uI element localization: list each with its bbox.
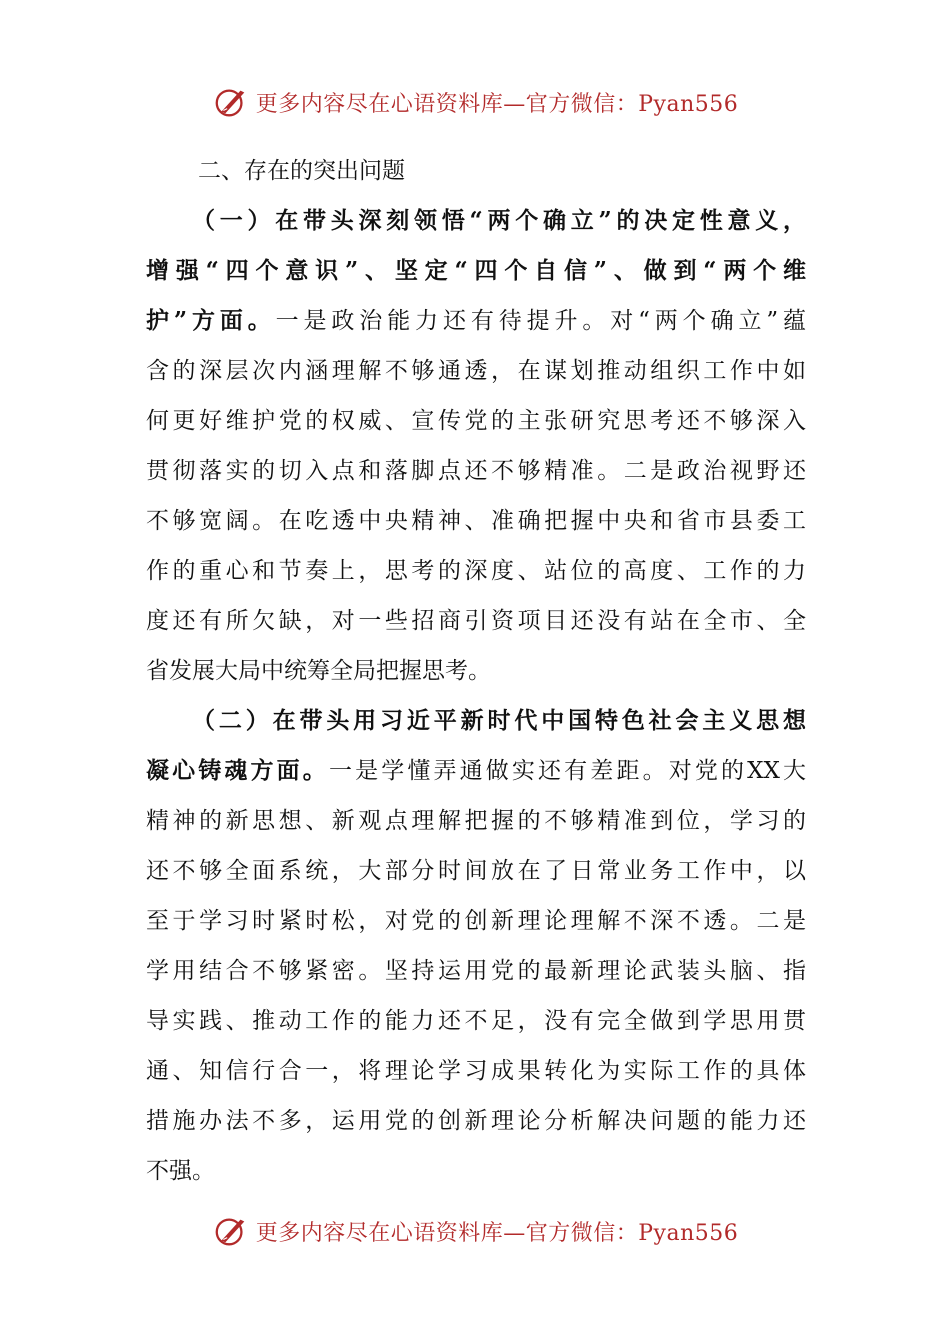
para1-line: 何更好维护党的权威、宣传党的主张研究思考还不够深入 <box>146 408 806 434</box>
para1-line: 贯彻落实的切入点和落脚点还不够精准。二是政治视野还 <box>146 458 806 484</box>
para2-line: 精神的新思想、新观点理解把握的不够精准到位，学习的 <box>146 808 806 834</box>
quill-logo-icon <box>212 83 250 121</box>
watermark-text: 更多内容尽在心语资料库—官方微信：Pyan556 <box>255 1220 739 1246</box>
para1-line: 度还有所欠缺，对一些招商引资项目还没有站在全市、全 <box>146 608 806 634</box>
section-heading: 二、存在的突出问题 <box>198 158 405 184</box>
para2-line: 凝心铸魂方面。一是学懂弄通做实还有差距。对党的XX大 <box>146 757 806 784</box>
para1-line: 护”方面。一是政治能力还有待提升。对“两个确立”蕴 <box>146 307 806 334</box>
watermark-text: 更多内容尽在心语资料库—官方微信：Pyan556 <box>255 91 739 117</box>
para1-line: 增强“四个意识”、坚定“四个自信”、做到“两个维 <box>146 257 806 284</box>
para2-line: 不强。 <box>146 1158 215 1184</box>
quill-logo-icon <box>212 1212 250 1250</box>
para2-line: 还不够全面系统，大部分时间放在了日常业务工作中，以 <box>146 858 806 884</box>
para1-line: 含的深层次内涵理解不够通透，在谋划推动组织工作中如 <box>146 358 806 384</box>
para2-line: 通、知信行合一，将理论学习成果转化为实际工作的具体 <box>146 1058 806 1084</box>
header-watermark-banner <box>0 80 950 124</box>
para2-line: 导实践、推动工作的能力还不足，没有完全做到学思用贯 <box>146 1008 806 1034</box>
para1-line: （一）在带头深刻领悟“两个确立”的决定性意义， <box>192 207 806 234</box>
paragraph-1 <box>146 196 806 696</box>
para2-line: （二）在带头用习近平新时代中国特色社会主义思想 <box>192 707 806 734</box>
para2-line: 至于学习时紧时松，对党的创新理论理解不深不透。二是 <box>146 908 806 934</box>
footer-watermark-banner <box>0 1209 950 1253</box>
para1-line: 作的重心和节奏上，思考的深度、站位的高度、工作的力 <box>146 558 806 584</box>
para1-line: 不够宽阔。在吃透中央精神、准确把握中央和省市县委工 <box>146 508 806 534</box>
para2-line: 学用结合不够紧密。坚持运用党的最新理论武装头脑、指 <box>146 958 806 984</box>
paragraph-2 <box>146 696 806 1196</box>
para2-line: 措施办法不多，运用党的创新理论分析解决问题的能力还 <box>146 1108 806 1134</box>
para1-line: 省发展大局中统筹全局把握思考。 <box>146 658 491 684</box>
document-body <box>146 146 806 1196</box>
